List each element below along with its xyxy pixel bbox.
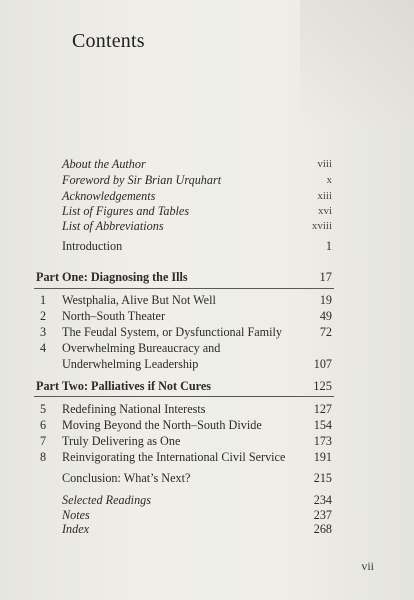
chapter-page: 19: [319, 293, 332, 307]
part-divider: [34, 288, 334, 289]
page-title: Contents: [72, 30, 145, 52]
toc-entry-label: List of Abbreviations: [62, 219, 164, 233]
chapter-page: 173: [313, 434, 332, 448]
chapter-entry: [0, 449, 414, 465]
chapter-title: Truly Delivering as One: [62, 434, 181, 448]
chapter-page: 127: [313, 402, 332, 416]
chapter-title: Overwhelming Bureaucracy and: [62, 341, 221, 355]
toc-entry-label: Foreword by Sir Brian Urquhart: [62, 173, 222, 187]
toc-entry-label: Introduction: [62, 239, 123, 253]
toc-entry-page: 1: [325, 239, 332, 253]
chapter-page: 191: [313, 450, 332, 464]
chapter-number: 2: [39, 309, 47, 323]
part-heading-page: 17: [319, 270, 332, 284]
toc-entry: [0, 492, 414, 508]
chapter-entry: [0, 340, 414, 356]
toc-entry: [0, 521, 414, 537]
part-heading-label: Part Two: Palliatives if Not Cures: [36, 379, 211, 393]
toc-entry-page: 234: [313, 493, 332, 507]
toc-entry-label: List of Figures and Tables: [62, 204, 190, 218]
toc-entry-page: x: [326, 174, 332, 186]
chapter-entry: [0, 401, 414, 417]
toc-entry-label: Acknowledgements: [62, 189, 156, 203]
toc-entry-page: xviii: [311, 220, 332, 232]
toc-entry-conclusion: [0, 470, 414, 486]
chapter-entry: [0, 324, 414, 340]
chapter-number: 6: [39, 418, 47, 432]
toc-entry: [0, 203, 414, 219]
toc-entry-page: xiii: [317, 190, 332, 202]
chapter-entry: [0, 308, 414, 324]
chapter-number: 7: [39, 434, 47, 448]
toc-entry-page: 237: [313, 508, 332, 522]
toc-entry-label: Notes: [62, 508, 90, 522]
chapter-title: Westphalia, Alive But Not Well: [62, 293, 216, 307]
toc-entry-page: 268: [313, 522, 332, 536]
toc-entry-introduction: [0, 238, 414, 254]
toc-entry-label: Selected Readings: [62, 493, 152, 507]
chapter-title: The Feudal System, or Dysfunctional Family: [62, 325, 283, 339]
toc-entry: [0, 218, 414, 234]
chapter-number: 5: [39, 402, 47, 416]
part-divider: [34, 396, 334, 397]
chapter-number: 8: [39, 450, 47, 464]
chapter-title: North–South Theater: [62, 309, 166, 323]
toc-entry-label: Index: [62, 522, 90, 536]
chapter-title: Moving Beyond the North–South Divide: [62, 418, 262, 432]
chapter-entry: [0, 433, 414, 449]
part-heading-page: 125: [313, 379, 332, 393]
toc-entry-label: Conclusion: What’s Next?: [62, 471, 191, 485]
part-heading: [0, 269, 414, 285]
chapter-entry-continued: [0, 356, 414, 372]
chapter-page: 107: [313, 357, 332, 371]
chapter-page: 72: [319, 325, 332, 339]
toc-entry-page: viii: [317, 158, 332, 170]
chapter-title: Reinvigorating the International Civil Service: [62, 450, 286, 464]
chapter-number: 1: [39, 293, 47, 307]
part-heading-label: Part One: Diagnosing the Ills: [36, 270, 188, 284]
toc-entry: [0, 172, 414, 188]
toc-entry: [0, 156, 414, 172]
toc-entry: [0, 188, 414, 204]
page-number: vii: [361, 559, 374, 573]
part-heading: [0, 378, 414, 394]
chapter-page: 49: [319, 309, 332, 323]
show-through-shadow: [300, 0, 414, 130]
toc-entry-page: xvi: [317, 205, 332, 217]
chapter-title: Redefining National Interests: [62, 402, 206, 416]
toc-entry-label: About the Author: [62, 157, 146, 171]
chapter-title-line2: Underwhelming Leadership: [62, 357, 199, 371]
chapter-number: 4: [39, 341, 47, 355]
toc-entry-page: 215: [313, 471, 332, 485]
chapter-page: 154: [313, 418, 332, 432]
chapter-entry: [0, 417, 414, 433]
chapter-entry: [0, 292, 414, 308]
chapter-number: 3: [39, 325, 47, 339]
